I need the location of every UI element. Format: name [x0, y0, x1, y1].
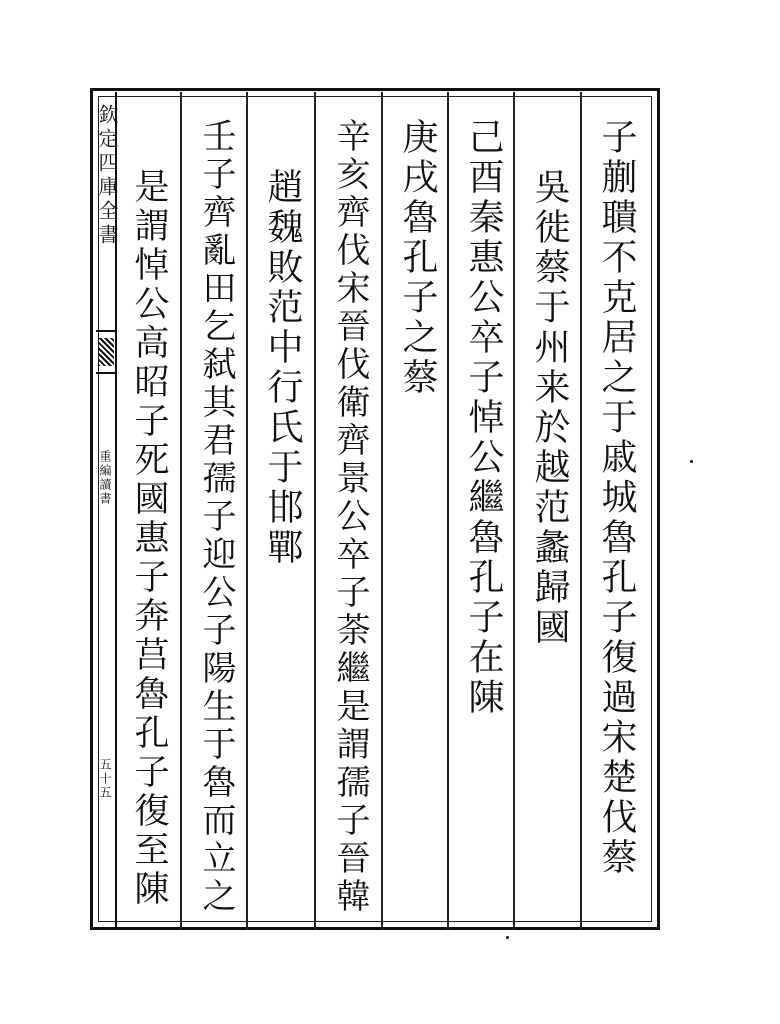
page-frame — [90, 88, 660, 930]
text-column-2: 吳徙蔡于州来於越范蠡歸國 — [529, 168, 570, 648]
scan-speck — [690, 460, 693, 463]
text-column-3: 己酉秦惠公卒子悼公繼魯孔子在陳 — [463, 118, 504, 718]
column-divider — [580, 92, 582, 930]
text-column-7: 壬子齊亂田乞弑其君孺子迎公子陽生于魯而立之 — [196, 118, 236, 916]
text-column-6: 趙魏敗范中行氏于邯鄲 — [262, 168, 303, 568]
column-divider — [513, 92, 515, 930]
fish-tail-mark-icon — [96, 330, 116, 374]
text-column-4: 庚戌魯孔子之蔡 — [397, 118, 438, 398]
text-column-1: 子蒯聵不克居之于戚城魯孔子復過宋楚伐蔡 — [596, 118, 637, 878]
page-number: 五十五 — [98, 758, 112, 800]
column-divider — [246, 92, 248, 930]
column-divider — [314, 92, 316, 930]
margin-title: 欽定四庫全書 — [95, 104, 119, 248]
text-column-8: 是謂悼公高昭子死國惠子奔莒魯孔子復至陳 — [129, 168, 169, 909]
column-divider — [381, 92, 383, 930]
text-column-5: 辛亥齊伐宋晉伐衛齊景公卒子荼繼是謂孺子晉韓 — [330, 118, 370, 916]
side-label: 重編讀書 — [98, 450, 112, 506]
scan-speck — [506, 936, 509, 939]
column-divider — [447, 92, 449, 930]
column-divider — [180, 92, 182, 930]
